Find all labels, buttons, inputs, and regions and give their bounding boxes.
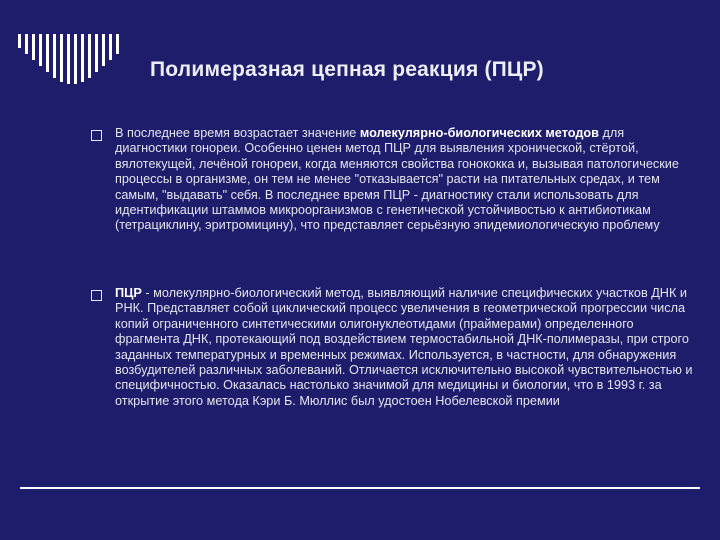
decor-bar: [109, 34, 112, 60]
paragraph-1-text: В последнее время возрастает значение: [115, 126, 360, 140]
decor-bar: [60, 34, 63, 82]
decor-bar: [25, 34, 28, 54]
paragraph-1: [115, 126, 695, 234]
bullet-square-icon: [91, 130, 103, 142]
decor-bar: [67, 34, 70, 84]
decor-bar: [88, 34, 91, 78]
paragraph-2-bold: ПЦР: [115, 286, 142, 300]
paragraph-2: [115, 286, 695, 409]
decor-bar: [46, 34, 49, 72]
decor-bar: [39, 34, 42, 66]
bullet-square-icon: [91, 290, 103, 302]
decorative-bars: [18, 34, 158, 94]
decor-bar: [18, 34, 21, 48]
paragraph-1-text-rest: для диагностики гонореи. Особенно ценен метод ПЦР для выявления хронической, стёртой, вялотекущей, лечёной гонореи, когда меняются свойства гонококка и, вызывая патологические процессы в организме, он тем не менее "отказывается" расти на питательных средах, и тем самым, "выдавать" себя. В последнее время ПЦР - диагностику стали использовать для идентификации штаммов микроорганизмов с генетической устойчивостью к антибиотикам (тетрациклину, эритромицину), что представляет серьёзную эпидемиологическую проблему: [115, 126, 679, 233]
bottom-divider: [20, 487, 700, 489]
paragraph-1-bold: молекулярно-биологических методов: [359, 126, 599, 140]
decor-bar: [53, 34, 56, 78]
decor-bar: [95, 34, 98, 72]
decor-bar: [32, 34, 35, 60]
decor-bar: [81, 34, 84, 82]
decor-bar: [116, 34, 119, 54]
paragraph-2-text: - молекулярно-биологический метод, выявляющий наличие специфических участков ДНК и РНК. Представляет собой циклический процесс увеличения в геометрической прогрессии числа копий ограниченного синтетическими олигонуклеотидами (праймерами) определенного фрагмента ДНК, протекающий под воздействием термостабильной ДНК-полимеразы, при строго заданных температурных и временных режимах. Используется, в частности, для обнаружения возбудителей различных заболеваний. Отличается исключительно высокой чувствительностью и специфичностью. Оказалась настолько значимой для медицины и биологии, что в 1993 г. за открытие этого метода Кэри Б. Мюллис был удостоен Нобелевской премии: [115, 286, 693, 408]
decor-bar: [102, 34, 105, 66]
decor-bar: [74, 34, 77, 84]
slide-title: Полимеразная цепная реакция (ПЦР): [150, 58, 544, 81]
